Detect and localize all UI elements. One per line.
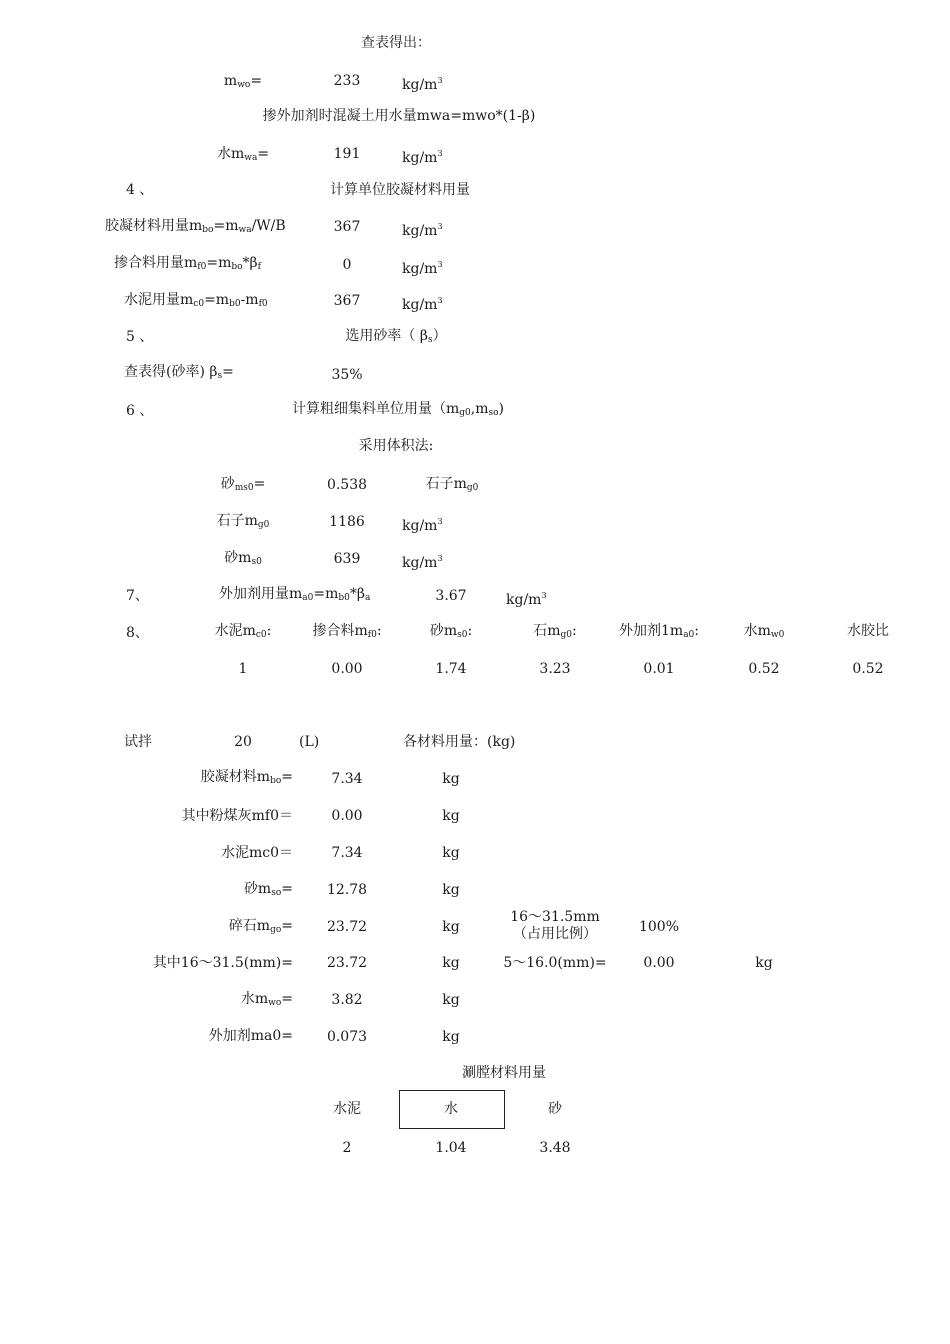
- ratio-header-gravel: 石$m_{g0}$:: [533, 623, 577, 640]
- section-number-7: 7、: [126, 588, 149, 604]
- trial-water-value: 3.82: [331, 992, 363, 1008]
- admixture-water-formula: 掺外加剂时混凝土用水量mwa=mwo*(1-β): [262, 108, 536, 124]
- kg-unit: kg: [442, 808, 460, 824]
- slurry-value-sand: 3.48: [539, 1140, 571, 1156]
- trial-binder-value: 7.34: [331, 771, 363, 787]
- section-number-4: 4 、: [126, 182, 154, 198]
- mwa-value: 191: [333, 146, 361, 162]
- trial-coarse-label: 其中16～31.5(mm)=: [152, 955, 293, 971]
- trial-water-label: 水$m_{wo}=$: [240, 991, 293, 1008]
- trial-sand-label: 砂$m_{so}=$: [243, 881, 293, 898]
- trial-cement-value: 7.34: [331, 845, 363, 861]
- kg-unit: kg: [442, 955, 460, 971]
- unit-kg-m3: $kg/m^3$: [402, 260, 443, 277]
- sand-ratio-label: 查表得(砂率) $\beta_s=$: [124, 364, 234, 381]
- unit-kg-m3: $kg/m^3$: [402, 76, 443, 93]
- trial-coarse-value: 23.72: [326, 955, 368, 971]
- kg-unit: kg: [442, 1029, 460, 1045]
- trial-admixture-value: 0.073: [326, 1029, 368, 1045]
- trial-flyash-label: 其中粉煤灰mf0＝: [181, 808, 293, 824]
- trial-flyash-value: 0.00: [331, 808, 363, 824]
- trial-sand-value: 12.78: [326, 882, 368, 898]
- admixture-value: 3.67: [435, 588, 467, 604]
- mg0-value: 1186: [329, 514, 365, 530]
- admixture-label: 外加剂用量$m_{a0}=m_{b0}*\beta_a$: [219, 586, 371, 603]
- trial-volume: 20: [234, 734, 252, 750]
- mwa-label: 水$m_{wa}=$: [216, 146, 270, 163]
- mg0-label: 石子$m_{g0}$: [216, 513, 270, 530]
- ms0-label: 砂$_{ms0}$=: [220, 476, 266, 493]
- ratio-header-water: 水$m_{w0}$: [743, 623, 785, 640]
- materials-title: 各材料用量：(kg): [403, 734, 516, 750]
- slurry-header-cement: 水泥: [333, 1101, 361, 1117]
- ms-value: 639: [333, 551, 361, 567]
- ratio-value-gravel: 3.23: [539, 661, 571, 677]
- ratio-value-cement: 1: [238, 661, 248, 677]
- slurry-header-water: 水: [444, 1101, 458, 1117]
- kg-unit: kg: [442, 992, 460, 1008]
- kg-unit: kg: [442, 882, 460, 898]
- section-number-5: 5 、: [126, 329, 154, 345]
- trial-gravel-value: 23.72: [326, 919, 368, 935]
- mf0-label: 掺合料用量$m_{f0}=m_{bo}*\beta_f$: [114, 255, 261, 272]
- trial-gravel-label: 碎石$m_{go}=$: [228, 918, 293, 935]
- ratio-header-wb: 水胶比: [847, 623, 889, 639]
- ms0-value: 0.538: [326, 477, 368, 493]
- slurry-value-water: 1.04: [435, 1140, 467, 1156]
- sand-ratio-value: 35%: [331, 367, 363, 383]
- unit-kg-m3: $kg/m^3$: [402, 296, 443, 313]
- mbo-value: 367: [333, 219, 361, 235]
- section-title-sand-ratio: 选用砂率（ $\beta_s$）: [345, 328, 447, 345]
- unit-kg-m3: $kg/m^3$: [402, 222, 443, 239]
- gravel-mg0-label: 石子$m_{g0}$: [425, 476, 479, 493]
- unit-kg-m3: $kg/m^3$: [402, 149, 443, 166]
- kg-unit: kg: [442, 771, 460, 787]
- unit-kg-m3: $kg/m^3$: [402, 554, 443, 571]
- unit-kg-m3: $kg/m^3$: [506, 591, 547, 608]
- ratio-value-wb: 0.52: [852, 661, 884, 677]
- mwo-label: $m_{wo}=$: [223, 73, 263, 90]
- fine-gravel-unit: kg: [755, 955, 773, 971]
- slurry-value-cement: 2: [342, 1140, 352, 1156]
- ratio-value-water: 0.52: [748, 661, 780, 677]
- trial-binder-label: 胶凝材料$m_{bo}=$: [200, 769, 293, 786]
- unit-kg-m3: $kg/m^3$: [402, 517, 443, 534]
- mwo-value: 233: [333, 73, 361, 89]
- ratio-header-cement: 水泥$m_{c0}$:: [214, 623, 272, 640]
- section-title-binder: 计算单位胶凝材料用量: [330, 182, 470, 198]
- lookup-label: 查表得出：: [361, 35, 431, 51]
- mc0-value: 367: [333, 293, 361, 309]
- ratio-value-sand: 1.74: [435, 661, 467, 677]
- trial-cement-label: 水泥mc0＝: [220, 845, 293, 861]
- kg-unit: kg: [442, 919, 460, 935]
- trial-volume-unit: (L): [299, 734, 320, 750]
- trial-admixture-label: 外加剂ma0=: [208, 1028, 293, 1044]
- fine-gravel-value: 0.00: [643, 955, 675, 971]
- ratio-header-mineral: 掺合料$m_{f0}$:: [312, 623, 382, 640]
- mc0-label: 水泥用量$m_{c0}=m_{b0}-m_{f0}$: [124, 292, 268, 309]
- section-title-aggregate: 计算粗细集料单位用量$(m_{g0},m_{so})$: [291, 401, 505, 418]
- mf0-value: 0: [342, 257, 352, 273]
- fine-gravel-label: 5～16.0(mm)=: [503, 955, 607, 971]
- ratio-header-sand: 砂$m_{s0}$:: [429, 623, 473, 640]
- trial-label: 试拌: [124, 734, 152, 750]
- mbo-label: 胶凝材料用量$m_{bo}=m_{wa}/W/B$: [105, 218, 286, 235]
- volume-method-label: 采用体积法:: [358, 438, 434, 454]
- ratio-value-mineral: 0.00: [331, 661, 363, 677]
- gravel-ratio-value: 100%: [638, 919, 680, 935]
- section-number-8: 8、: [126, 625, 149, 641]
- gravel-ratio-label: 16～31.5mm （占用比例）: [510, 909, 600, 942]
- ratio-value-admixture: 0.01: [643, 661, 675, 677]
- slurry-header-sand: 砂: [548, 1101, 562, 1117]
- ms-label: 砂$m_{s0}$: [224, 550, 262, 567]
- section-number-6: 6 、: [126, 403, 154, 419]
- slurry-title: 涮膛材料用量: [462, 1065, 546, 1081]
- ratio-header-admixture: 外加剂$1m_{a0}$:: [619, 623, 699, 640]
- kg-unit: kg: [442, 845, 460, 861]
